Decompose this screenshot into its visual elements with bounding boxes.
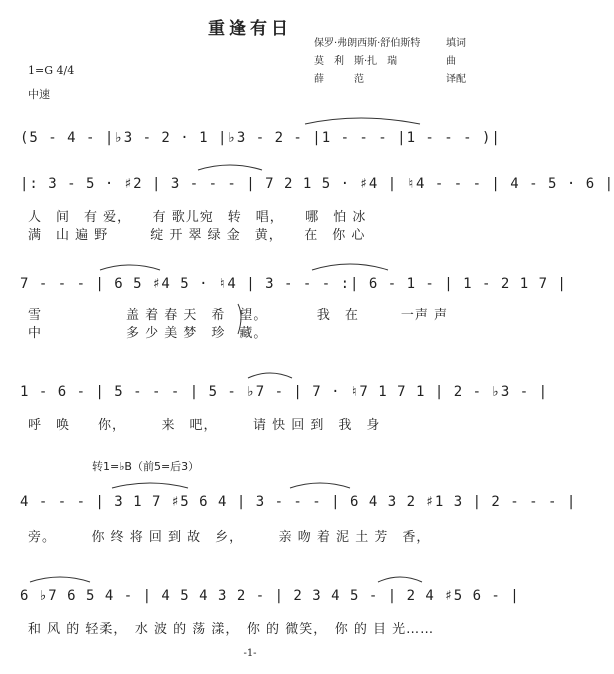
notation: 6 ♭7 6 5 4 - | 4 5 4 3 2 - | 2 3 4 5 - | 2 4 ♯5 6 - |	[20, 588, 520, 604]
lyric-line: 中 多 少 美 梦 珍 藏。	[28, 326, 268, 341]
lyric-line: 雪 盖 着 春 天 希 望。 我 在 一声 声	[28, 308, 449, 323]
key-signature: 1=G 4/4	[28, 64, 75, 77]
slur	[198, 165, 262, 170]
lyric-line: 满 山 遍 野 绽 开 翠 绿 金 黄， 在 你 心	[28, 228, 366, 243]
slur	[305, 118, 420, 124]
slur	[30, 577, 90, 582]
notation: (5 - 4 - |♭3 - 2 · 1 |♭3 - 2 - |1 - - - |1 - - - )|	[20, 130, 501, 146]
notation: |: 3 - 5 · ♯2 | 3 - - - | 7 2 1 5 · ♯4 | ♮4 - - - | 4 - 5 · 6 |	[20, 176, 614, 192]
lyric-line: 呼 唤 你， 来 吧， 请 快 回 到 我 身	[28, 418, 381, 433]
credit-translator: 薛 范	[314, 74, 364, 85]
lyric-line: 旁。 你 终 将 回 到 故 乡， 亲 吻 着 泥 土 芳 香，	[28, 530, 431, 545]
credit-composer-role: 曲	[446, 56, 456, 67]
notation: 7 - - - | 6 5 ♯4 5 · ♮4 | 3 - - - :| 6 - 1 - | 1 - 2 1 7 |	[20, 276, 567, 292]
slur	[248, 373, 292, 378]
lyric-line: 人 间 有 爱， 有 歌儿宛 转 唱， 哪 怕 冰	[28, 210, 367, 225]
credit-translator-role: 译配	[446, 74, 466, 85]
lyric-brace	[238, 304, 241, 334]
slur	[290, 483, 350, 488]
page-number: -1-	[243, 648, 257, 659]
modulation-note: 转1=♭B（前5=后3）	[92, 460, 200, 473]
notation: 4 - - - | 3 1 7 ♯5 6 4 | 3 - - - | 6 4 3 2 ♯1 3 | 2 - - - |	[20, 494, 577, 510]
notation: 1 - 6 - | 5 - - - | 5 - ♭7 - | 7 · ♮7 1 7 1 | 2 - ♭3 - |	[20, 384, 549, 400]
lyric-line: 和 风 的 轻柔， 水 波 的 荡 漾， 你 的 微笑， 你 的 目 光……	[28, 622, 435, 637]
credit-lyricist: 保罗·弗朗西斯·舒伯斯特	[314, 38, 421, 49]
slur	[112, 483, 188, 488]
song-title: 重逢有日	[208, 19, 292, 39]
slur	[100, 265, 160, 270]
slur	[378, 577, 422, 582]
credit-composer: 莫 利 斯·扎 瑞	[314, 56, 398, 67]
tempo-marking: 中速	[28, 88, 50, 101]
slur	[312, 264, 388, 270]
credit-lyricist-role: 填词	[446, 38, 466, 49]
